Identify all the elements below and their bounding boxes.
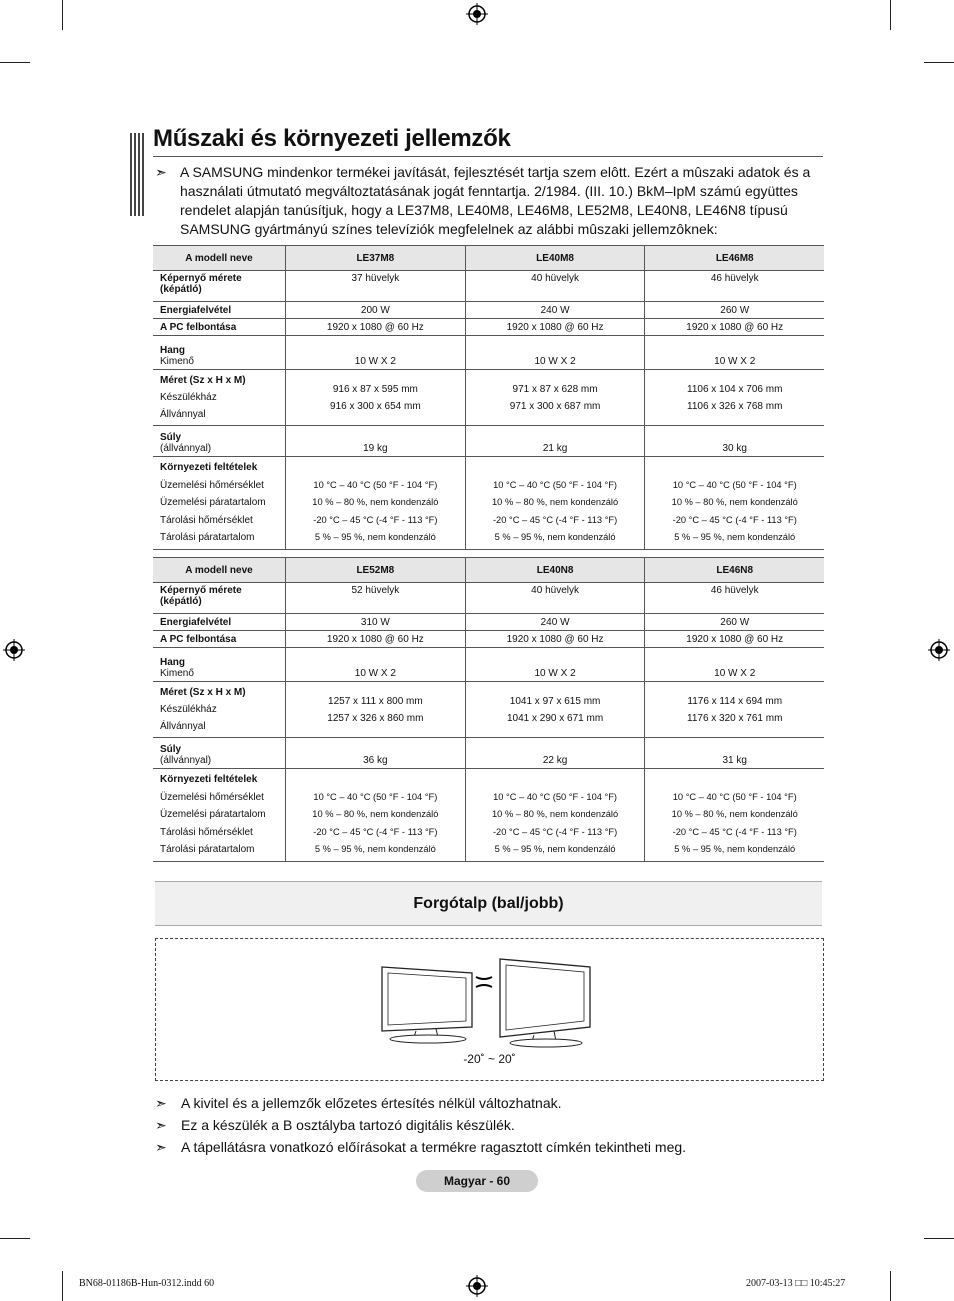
table-cell: -20 °C – 45 °C (-4 °F - 113 °F) [313, 826, 438, 837]
row-label: Képernyő mérete [160, 585, 242, 596]
table-cell: 10 °C – 40 °C (50 °F - 104 °F) [313, 791, 438, 802]
table-cell: 10 W X 2 [645, 336, 824, 370]
page-title: Műszaki és környezeti jellemzők [153, 125, 511, 152]
row-sublabel: Üzemelési páratartalom [160, 497, 266, 508]
row-sublabel: Tárolási páratartalom [160, 532, 255, 543]
table-cell: 10 % – 80 %, nem kondenzáló [492, 497, 619, 507]
row-sublabel: Kimenő [160, 668, 194, 679]
table-cell: 22 kg [465, 738, 645, 769]
intro-note [153, 163, 825, 239]
table-cell: 40 hüvelyk [465, 583, 645, 614]
row-sublabel: Tárolási hőmérséklet [160, 514, 253, 526]
table-cell: 1920 x 1080 @ 60 Hz [645, 319, 824, 336]
table-cell: -20 °C – 45 °C (-4 °F - 113 °F) [492, 826, 618, 837]
table-cell: 40 hüvelyk [465, 271, 645, 302]
row-sublabel: Kimenő [160, 356, 194, 367]
table-cell: 19 kg [286, 426, 466, 457]
list-item [153, 1092, 686, 1114]
row-sublabel: Üzemelési hőmérséklet [160, 479, 264, 491]
table-cell: 1257 x 326 x 860 mm [327, 712, 424, 724]
spec-table-1 [153, 245, 824, 550]
table-cell: 240 W [465, 614, 645, 631]
row-label: Energiafelvétel [160, 617, 232, 628]
table-cell: 10 °C – 40 °C (50 °F - 104 °F) [493, 479, 618, 490]
table-cell: 310 W [286, 614, 466, 631]
footer-timestamp: 2007-03-13 □□ 10:45:27 [746, 1278, 846, 1289]
table-cell: 10 W X 2 [465, 336, 645, 370]
row-sublabel: Tárolási páratartalom [160, 844, 255, 855]
table-cell: 10 % – 80 %, nem kondenzáló [492, 809, 619, 819]
row-label: Méret (Sz x H x M) [160, 375, 246, 386]
title-divider [153, 156, 823, 157]
table-cell: 52 hüvelyk [286, 583, 466, 614]
table-cell: 5 % – 95 %, nem kondenzáló [494, 532, 616, 542]
table-cell: 30 kg [645, 426, 824, 457]
note-text: Ez a készülék a B osztályba tartozó digitális készülék. [181, 1117, 515, 1133]
table-cell: 46 hüvelyk [645, 583, 824, 614]
arrow-note-icon: ➣ [155, 1139, 167, 1155]
table-cell: 1920 x 1080 @ 60 Hz [286, 631, 466, 648]
row-sublabel: Készülékház [160, 704, 217, 715]
row-label: (képátló) [160, 284, 202, 295]
swivel-tv-illustration [376, 953, 606, 1049]
list-item [153, 1114, 686, 1136]
notes-list [153, 1092, 686, 1158]
table-cell: 37 hüvelyk [286, 271, 466, 302]
registration-mark-icon [466, 3, 488, 25]
column-header: LE37M8 [286, 246, 466, 271]
row-label: Energiafelvétel [160, 305, 232, 316]
table-cell: 971 x 87 x 628 mm [512, 383, 598, 395]
table-cell: -20 °C – 45 °C (-4 °F - 113 °F) [672, 514, 797, 525]
table-cell: 916 x 300 x 654 mm [330, 400, 421, 412]
swivel-section-header [155, 881, 822, 926]
table-cell: 36 kg [286, 738, 466, 769]
column-header: LE46N8 [645, 558, 824, 583]
table-cell: -20 °C – 45 °C (-4 °F - 113 °F) [672, 826, 797, 837]
table-cell: 46 hüvelyk [645, 271, 824, 302]
row-label: Hang [160, 657, 185, 668]
row-label: Környezeti feltételek [160, 774, 258, 785]
page-number-badge: Magyar - 60 [416, 1170, 538, 1192]
row-label: Környezeti feltételek [160, 462, 258, 473]
table-cell: 1920 x 1080 @ 60 Hz [645, 631, 824, 648]
column-header: LE40M8 [465, 246, 645, 271]
column-header: LE46M8 [645, 246, 824, 271]
table-cell: 971 x 300 x 687 mm [509, 400, 601, 412]
table-cell: 10 W X 2 [645, 648, 824, 682]
table-cell: 5 % – 95 %, nem kondenzáló [314, 532, 436, 542]
table-cell: 5 % – 95 %, nem kondenzáló [314, 844, 436, 854]
row-sublabel: (állvánnyal) [160, 443, 212, 454]
section-title: Forgótalp (bal/jobb) [413, 895, 564, 912]
table-cell: 10 °C – 40 °C (50 °F - 104 °F) [493, 791, 618, 802]
table-cell: 10 °C – 40 °C (50 °F - 104 °F) [672, 791, 797, 802]
table-cell: 1176 x 114 x 694 mm [687, 695, 783, 707]
column-header: LE40N8 [465, 558, 645, 583]
table-cell: 10 °C – 40 °C (50 °F - 104 °F) [313, 479, 438, 490]
column-header-model: A modell neve [153, 558, 286, 583]
table-cell: -20 °C – 45 °C (-4 °F - 113 °F) [313, 514, 438, 525]
table-cell: 240 W [465, 302, 645, 319]
arrow-note-icon: ➣ [155, 1117, 167, 1133]
row-sublabel: Tárolási hőmérséklet [160, 826, 253, 838]
table-cell: 1176 x 320 x 761 mm [687, 712, 783, 724]
table-cell: 10 °C – 40 °C (50 °F - 104 °F) [672, 479, 797, 490]
row-label: Hang [160, 345, 185, 356]
registration-mark-icon [928, 639, 950, 661]
column-header: LE52M8 [286, 558, 466, 583]
row-sublabel: (állvánnyal) [160, 755, 212, 766]
table-cell: 5 % – 95 %, nem kondenzáló [674, 844, 796, 854]
table-cell: -20 °C – 45 °C (-4 °F - 113 °F) [492, 514, 618, 525]
intro-text: A SAMSUNG mindenkor termékei javítását, fejlesztését tartja szem elôtt. Ezért a mûszaki adatok és a használati útmutató megváltoztatásának jogát fenntartja. 2/1984. (III. 10.) BkM–IpM számú együttes rendelet alapján tanúsítjuk, hogy a LE37M8, LE40M8, LE46M8, LE52M8, LE40N8, LE46N8 típusú SAMSUNG gyártmányú színes televíziók megfelelnek az alábbi mûszaki jellemzôknek: [180, 164, 811, 237]
list-item [153, 1136, 686, 1158]
arrow-note-icon: ➣ [155, 1095, 167, 1111]
table-cell: 1041 x 290 x 671 mm [506, 712, 604, 724]
table-cell: 10 % – 80 %, nem kondenzáló [312, 497, 439, 507]
row-sublabel: Készülékház [160, 392, 217, 403]
table-cell: 260 W [645, 614, 824, 631]
table-cell: 260 W [645, 302, 824, 319]
row-label: (képátló) [160, 596, 202, 607]
row-sublabel: Állvánnyal [160, 409, 206, 420]
table-cell: 1257 x 111 x 800 mm [328, 695, 423, 707]
table-cell: 1920 x 1080 @ 60 Hz [465, 319, 645, 336]
table-cell: 10 W X 2 [286, 648, 466, 682]
row-label: Képernyő mérete [160, 273, 242, 284]
table-cell: 5 % – 95 %, nem kondenzáló [674, 532, 796, 542]
table-cell: 916 x 87 x 595 mm [332, 383, 418, 395]
swivel-figure [155, 938, 824, 1081]
spec-table-2 [153, 557, 824, 862]
swivel-angle-label: -20˚ ~ 20˚ [463, 1052, 516, 1066]
table-cell: 1920 x 1080 @ 60 Hz [465, 631, 645, 648]
table-cell: 10 % – 80 %, nem kondenzáló [312, 809, 439, 819]
table-cell: 31 kg [645, 738, 824, 769]
note-text: A tápellátásra vonatkozó előírásokat a termékre ragasztott címkén tekintheti meg. [181, 1139, 687, 1155]
table-cell: 10 % – 80 %, nem kondenzáló [671, 809, 798, 819]
title-decoration-bar [130, 133, 144, 216]
table-cell: 1041 x 97 x 615 mm [509, 695, 601, 707]
table-cell: 10 % – 80 %, nem kondenzáló [671, 497, 798, 507]
row-sublabel: Üzemelési páratartalom [160, 809, 266, 820]
row-label: A PC felbontása [160, 634, 237, 645]
table-cell: 1106 x 104 x 706 mm [687, 383, 783, 395]
column-header-model: A modell neve [153, 246, 286, 271]
row-label: Méret (Sz x H x M) [160, 687, 246, 698]
row-sublabel: Állvánnyal [160, 721, 206, 732]
row-label: A PC felbontása [160, 322, 237, 333]
table-cell: 21 kg [465, 426, 645, 457]
table-cell: 1920 x 1080 @ 60 Hz [286, 319, 466, 336]
registration-mark-icon [466, 1275, 488, 1297]
table-cell: 1106 x 326 x 768 mm [687, 400, 783, 412]
note-text: A kivitel és a jellemzők előzetes értesítés nélkül változhatnak. [181, 1095, 562, 1111]
table-cell: 5 % – 95 %, nem kondenzáló [494, 844, 616, 854]
row-label: Súly [160, 432, 182, 443]
table-cell: 10 W X 2 [286, 336, 466, 370]
arrow-note-icon: ➣ [155, 164, 167, 180]
table-cell: 10 W X 2 [465, 648, 645, 682]
row-label: Súly [160, 744, 182, 755]
registration-mark-icon [3, 639, 25, 661]
table-cell: 200 W [286, 302, 466, 319]
footer-file-info: BN68-01186B-Hun-0312.indd 60 [79, 1278, 215, 1289]
row-sublabel: Üzemelési hőmérséklet [160, 791, 264, 803]
